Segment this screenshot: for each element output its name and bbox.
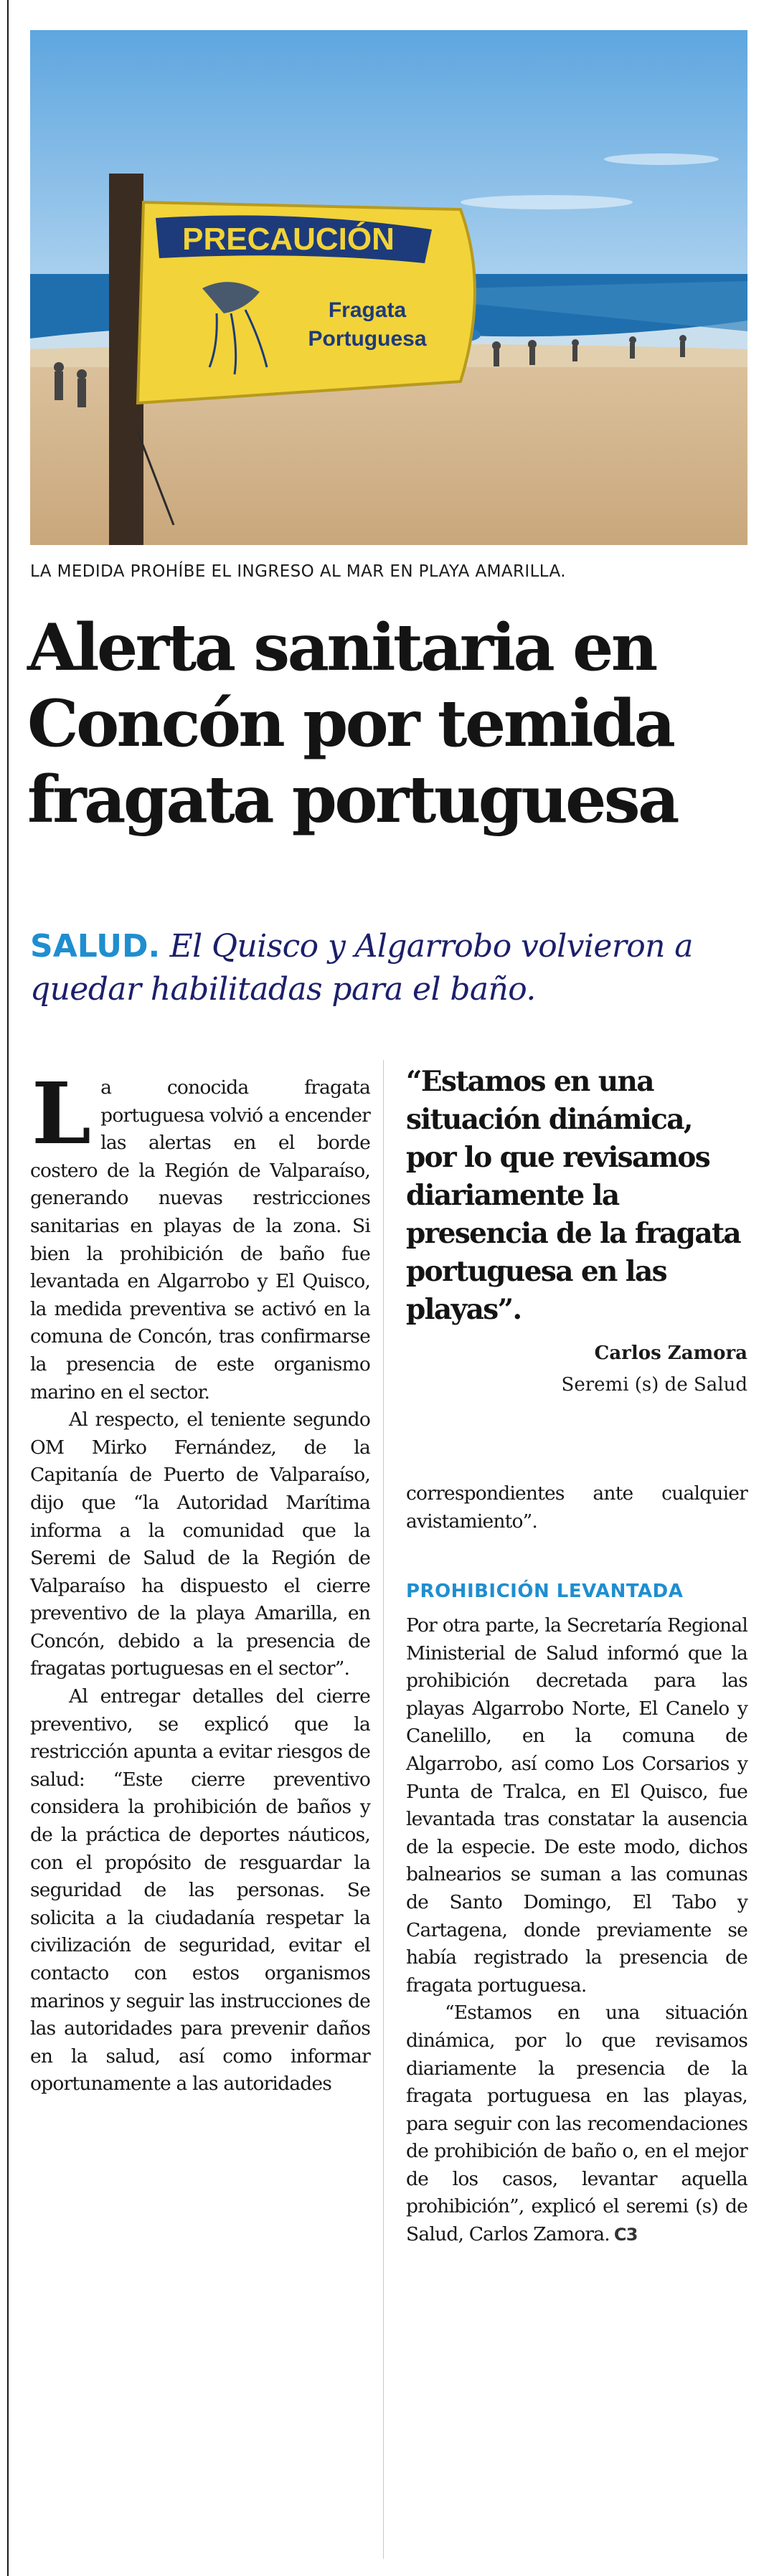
body-paragraph-5 bbox=[406, 1999, 747, 2248]
headline: Alerta sanitaria en Concón por temida fragata portuguesa bbox=[27, 610, 677, 838]
flag-title-text: PRECAUCIÓN bbox=[182, 222, 395, 257]
beach-warning-flag-photo bbox=[30, 30, 747, 545]
pull-quote-role: Seremi (s) de Salud bbox=[561, 1374, 747, 1396]
photo-caption: LA MEDIDA PROHÍBE EL INGRESO AL MAR EN PLAYA AMARILLA. bbox=[30, 562, 566, 581]
photo-illustration bbox=[30, 30, 747, 545]
pull-quote: “Estamos en una situación dinámica, por lo que revisamos diariamente la presencia de la fragata portuguesa en las playas”. bbox=[406, 1065, 741, 1326]
body-paragraph-3: Al entregar detalles del cierre preventivo, se explicó que la restricción apunta a evitar riesgos de salud: “Este cierre preventivo considera la prohibición de baños y de la práctica de deportes náuticos, con el propósito de resguardar la seguridad de las personas. Se solicita a la ciudadanía respetar la civilización de seguridad, evitar el contacto con estos organismos marinos y seguir las instrucciones de las autoridades para prevenir daños en la salud, así como informar oportunamente a las autoridades bbox=[30, 1685, 370, 2096]
body-paragraph-2: Al respecto, el teniente segundo OM Mirko Fernández, de la Capitanía de Puerto de Valparaíso, dijo que “la Autoridad Marítima informa a la comunidad que la Seremi de Salud de la Región de Valparaíso ha dispuesto el cierre preventivo de la playa Amarilla, en Concón, debido a la presencia de fragatas portuguesas en el sector”. bbox=[30, 1408, 370, 1680]
end-mark-icon: C3 bbox=[613, 2225, 638, 2245]
lede bbox=[30, 925, 755, 1011]
lede-text: El Quisco y Algarrobo volvieron a quedar habilitadas para el baño. bbox=[30, 928, 693, 1008]
pull-quote-author: Carlos Zamora bbox=[594, 1343, 747, 1364]
body-column-right bbox=[406, 1612, 747, 2249]
body-column-right-continuation bbox=[406, 1480, 747, 1535]
body-paragraph-5-text: “Estamos en una situación dinámica, por lo que revisamos diariamente la presencia de la fragata portuguesa en las playas, para seguir con las recomendaciones de prohibición de baño o, en el mejor de los casos, levantar aquella prohibición”, explicó el seremi (s) de Salud, Carlos Zamora. bbox=[406, 2002, 747, 2246]
flag-line-fragata: Fragata bbox=[328, 298, 407, 322]
section-subhead: PROHIBICIÓN LEVANTADA bbox=[406, 1581, 684, 1602]
body-continuation: correspondientes ante cualquier avistamiento”. bbox=[406, 1482, 747, 1533]
left-margin-rule bbox=[7, 0, 9, 2576]
column-divider bbox=[383, 1060, 384, 2559]
body-paragraph-4: Por otra parte, la Secretaría Regional Ministerial de Salud informó que la prohibición decretada para las playas Algarrobo Norte, El Canelo y Canelillo, en la comuna de Algarrobo, así como Los Corsarios y Punta de Tralca, en El Quisco, fue levantada tras constatar la ausencia de la especie. De este modo, dichos balnearios se suman a las comunas de Santo Domingo, El Tabo y Cartagena, donde previamente se había registrado la presencia de fragata portuguesa. bbox=[406, 1614, 747, 1997]
lede-kicker: SALUD. bbox=[30, 928, 161, 965]
body-column-left bbox=[30, 1064, 370, 2098]
flag-line-portuguesa: Portuguesa bbox=[308, 327, 427, 351]
body-paragraph-1: La conocida fragata portuguesa volvió a encender las alertas en el borde costero de la Región de Valparaíso, generando nuevas restricciones sanitarias en playas de la zona. Si bien la prohibición de baño fue levantada en Algarrobo y El Quisco, la medida preventiva se activó en la comuna de Concón, tras confirmarse la presencia de este organismo marino en el sector. bbox=[30, 1064, 370, 1403]
